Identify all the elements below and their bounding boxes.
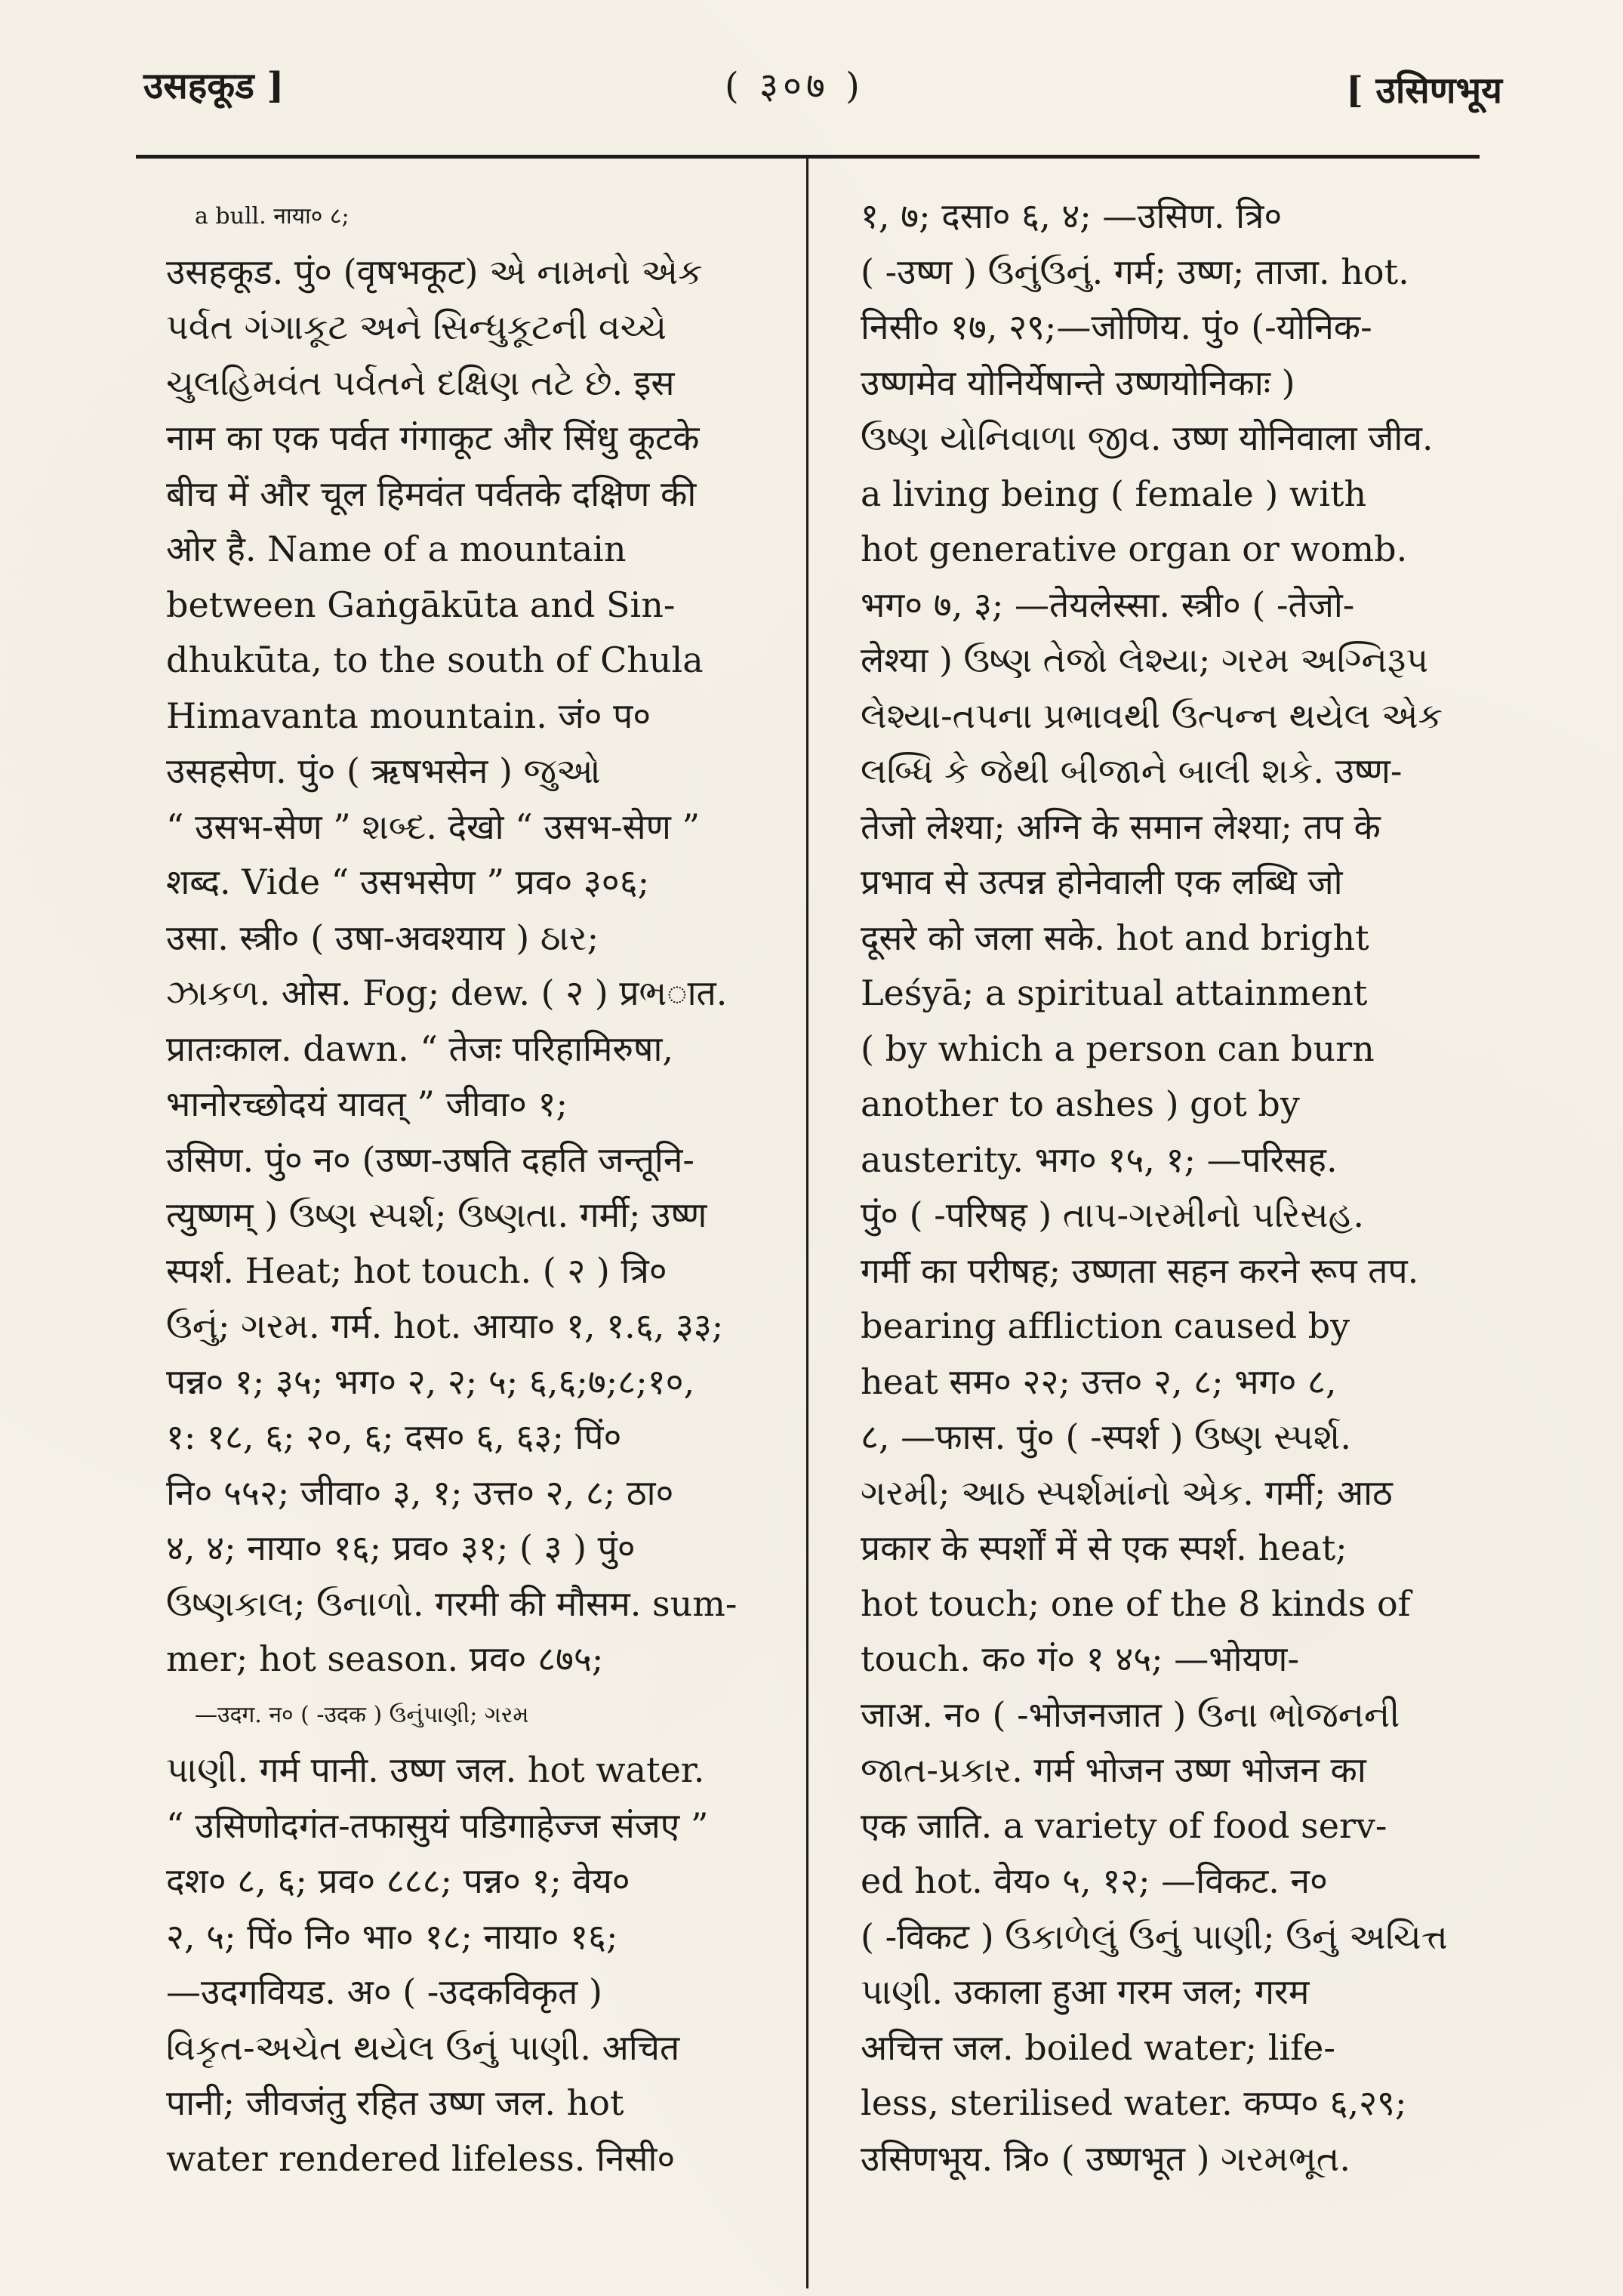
right-column-line: austerity. भग० १५, १; —परिसह. [861, 1139, 1338, 1180]
left-column-line: “ उसिणोदगंत-तफासुयं पडिगाहेज्ज संजए ” [166, 1804, 709, 1846]
left-column-line: नाम का एक पर्वत गंगाकूट और सिंधु कूटके [166, 418, 700, 458]
left-column-line: water rendered lifeless. निसी० [166, 2137, 676, 2179]
left-column-line: ચુલહિમવંત પર્વતને દક્ષિણ તટે છે. इस [166, 362, 675, 403]
left-column-line: ओर है. Name of a mountain [166, 529, 627, 569]
left-column-line: २, ५; पिं० नि० भा० १८; नाया० १६; [166, 1915, 618, 1957]
left-column-line: शब्द. Vide “ उसभसेण ” प्रव० ३०६; [166, 861, 650, 902]
right-column-line: तेजो लेश्या; अग्नि के समान लेश्या; तप के [861, 806, 1381, 847]
right-column-line: उसिणभूय. त्रि० ( उष्णभूत ) ગરમભૂત. [861, 2137, 1350, 2179]
right-column-line: ( -उष्ण ) ઉનુંઉનું. गर्म; उष्ण; ताजा. hot. [861, 251, 1409, 292]
left-column-line: भानोरच्छोदयं यावत् ” जीवा० १; [166, 1083, 568, 1124]
header-left-guideword: उसहकूड ] [143, 65, 285, 107]
right-column-line: प्रभाव से उत्पन्न होनेवाली एक लब्धि जो [861, 861, 1343, 902]
left-column-line: ४, ४; नाया० १६; प्रव० ३१; ( ३ ) पुं० [166, 1527, 636, 1568]
left-column-line: पानी; जीवजंतु रहित उष्ण जल. hot [166, 2082, 624, 2123]
left-column-line: त्युष्णम् ) ઉષ્ણ સ્પર્શ; ઉષ્ણતા. गर्मी; उष्ण [166, 1194, 707, 1235]
right-column-line: ગરમી; આઠ સ્પર્શમાંનો એક. गर्मी; आठ [861, 1472, 1393, 1513]
right-column-line: एक जाति. a variety of food serv- [861, 1804, 1387, 1846]
right-column-line: गर्मी का परीषह; उष्णता सहन करने रूप तप. [861, 1250, 1419, 1291]
left-column-line: dhukūta, to the south of Chula [166, 639, 704, 680]
right-column-line: a living being ( female ) with [861, 473, 1367, 514]
left-column-line: पन्न० १; ३५; भग० २, २; ५; ६,६;७;८;१०, [166, 1361, 695, 1402]
right-column-line: જાત-પ્રકાર. गर्म भोजन उष्ण भोजन का [861, 1749, 1366, 1790]
right-column-line: जाअ. न० ( -भोजनजात ) ઉના ભોજનની [861, 1693, 1400, 1735]
left-column-line: दश० ८, ६; प्रव० ८८८; पन्न० १; वेय० [166, 1860, 630, 1901]
left-column-line: mer; hot season. प्रव० ८७५; [166, 1638, 604, 1679]
right-column-line: ( -विकट ) ઉકાળેલું ઉનું પાણી; ઉનું અચિત્ત [861, 1915, 1448, 1957]
left-column [166, 189, 785, 2187]
right-column-line: भग० ७, ३; —तेयलेस्सा. स्त्री० ( -तेजो- [861, 584, 1355, 625]
right-column-line: पुं० ( -परिषह ) તાપ-ગરમીનો પરિસહ. [861, 1194, 1365, 1235]
right-column-line: ८, —फास. पुं० ( -स्पर्श ) ઉષ્ણ સ્પર્શ. [861, 1416, 1352, 1457]
left-column-line: १: १८, ६; २०, ६; दस० ६, ६३; पिं० [166, 1416, 622, 1457]
left-column-line: ઉષ્ણકાલ; ઉનાળો. गरमी की मौसम. sum- [166, 1583, 738, 1624]
left-column-line: प्रातःकाल. dawn. “ तेजः परिहामिरुषा, [166, 1028, 674, 1069]
right-column-line: लेश्या ) ઉષ્ણ તેજો લેશ્યા; ગરમ અગ્નિરૂપ [861, 639, 1429, 680]
left-column-line: a bull. नाया० ८; [195, 203, 350, 230]
left-column-line: Himavanta mountain. जं० प० [166, 695, 651, 736]
left-column-line: ઉનું; ગરમ. गर्म. hot. आया० १, १.६, ३३; [166, 1305, 724, 1346]
left-column-line: उसहसेण. पुं० ( ऋषभसेन ) જુઓ [166, 750, 601, 791]
right-column-line: अचित्त जल. boiled water; life- [861, 2026, 1335, 2068]
left-column-line: —उदगवियड. अ० ( -उदकविकृत ) [166, 1971, 602, 2012]
right-column-line: લબ્ધિ કે જેથી બીજાને બાલી શકે. उष्ण- [861, 750, 1403, 791]
left-column-line: उसहकूड. पुं० (वृषभकूट) એ નામનો એક [166, 251, 703, 292]
right-column-line: १, ७; दसा० ६, ४; —उसिण. त्रि० [861, 196, 1283, 236]
right-column-line: touch. क० गं० १ ४५; —भोयण- [861, 1638, 1299, 1679]
right-column-line: ( by which a person can burn [861, 1028, 1375, 1069]
right-column-line: heat सम० २२; उत्त० २, ८; भग० ८, [861, 1361, 1337, 1402]
right-column-line: दूसरे को जला सके. hot and bright [861, 917, 1369, 958]
right-column-line: bearing affliction caused by [861, 1305, 1350, 1346]
left-column-line: પર્વત ગંગાકૂટ અને સિન્ધુકૂટની વચ્ચે [166, 307, 667, 347]
left-column-line: स्पर्श. Heat; hot touch. ( २ ) त्रि० [166, 1250, 667, 1291]
left-column-line: between Gaṅgākūta and Sin- [166, 584, 676, 625]
right-column-line: उष्णमेव योनिर्येषान्ते उष्णयोनिकाः ) [861, 362, 1295, 403]
right-column-line: less, sterilised water. कप्प० ६,२९; [861, 2082, 1407, 2123]
right-column-line: પાણી. उकाला हुआ गरम जल; गरम [861, 1971, 1310, 2012]
left-column-line: “ उसभ-सेण ” શબ્દ. देखो “ उसभ-सेण ” [166, 806, 701, 847]
right-column-line: प्रकार के स्पर्शों में से एक स्पर्श. heat; [861, 1527, 1347, 1568]
running-header [136, 53, 1502, 121]
left-column-line: ઝાકળ. ओस. Fog; dew. ( २ ) प्रભात. [166, 972, 728, 1013]
page-number: ( ३०७ ) [725, 65, 864, 107]
right-column-line: લેશ્યા-તપના પ્રભાવથી ઉત્પન્ન થયેલ એક [861, 695, 1443, 736]
left-column-line: बीच में और चूल हिमवंत पर्वतके दक्षिण की [166, 473, 697, 514]
right-column-line: another to ashes ) got by [861, 1083, 1300, 1124]
column-divider [806, 159, 808, 2288]
right-column [861, 189, 1480, 2187]
left-column-line: उसा. स्त्री० ( उषा-अवश्याय ) ઠાર; [166, 917, 599, 958]
left-column-line: —उदग. न० ( -उदक ) ઉનુંપાણી; ગરમ [195, 1701, 529, 1728]
right-column-line: hot generative organ or womb. [861, 529, 1408, 569]
left-column-line: વિકૃત-અચેત થયેલ ઉનું પાણી. अचित [166, 2026, 680, 2068]
header-right-guideword: [ उसिणभूय [1346, 69, 1502, 112]
right-column-line: निसी० १७, २९;—जोणिय. पुं० (-योनिक- [861, 307, 1372, 347]
right-column-line: hot touch; one of the 8 kinds of [861, 1583, 1411, 1624]
left-column-line: नि० ५५२; जीवा० ३, १; उत्त० २, ८; ठा० [166, 1472, 674, 1513]
left-column-line: પાણી. गर्म पानी. उष्ण जल. hot water. [166, 1749, 705, 1790]
right-column-line: ed hot. वेय० ५, १२; —विकट. न० [861, 1860, 1328, 1901]
left-column-line: उसिण. पुं० न० (उष्ण-उषति दहति जन्तूनि- [166, 1139, 694, 1180]
right-column-line: Leśyā; a spiritual attainment [861, 972, 1368, 1013]
right-column-line: ઉષ્ણ યોનિવાળા જીવ. उष्ण योनिवाला जीव. [861, 418, 1434, 458]
